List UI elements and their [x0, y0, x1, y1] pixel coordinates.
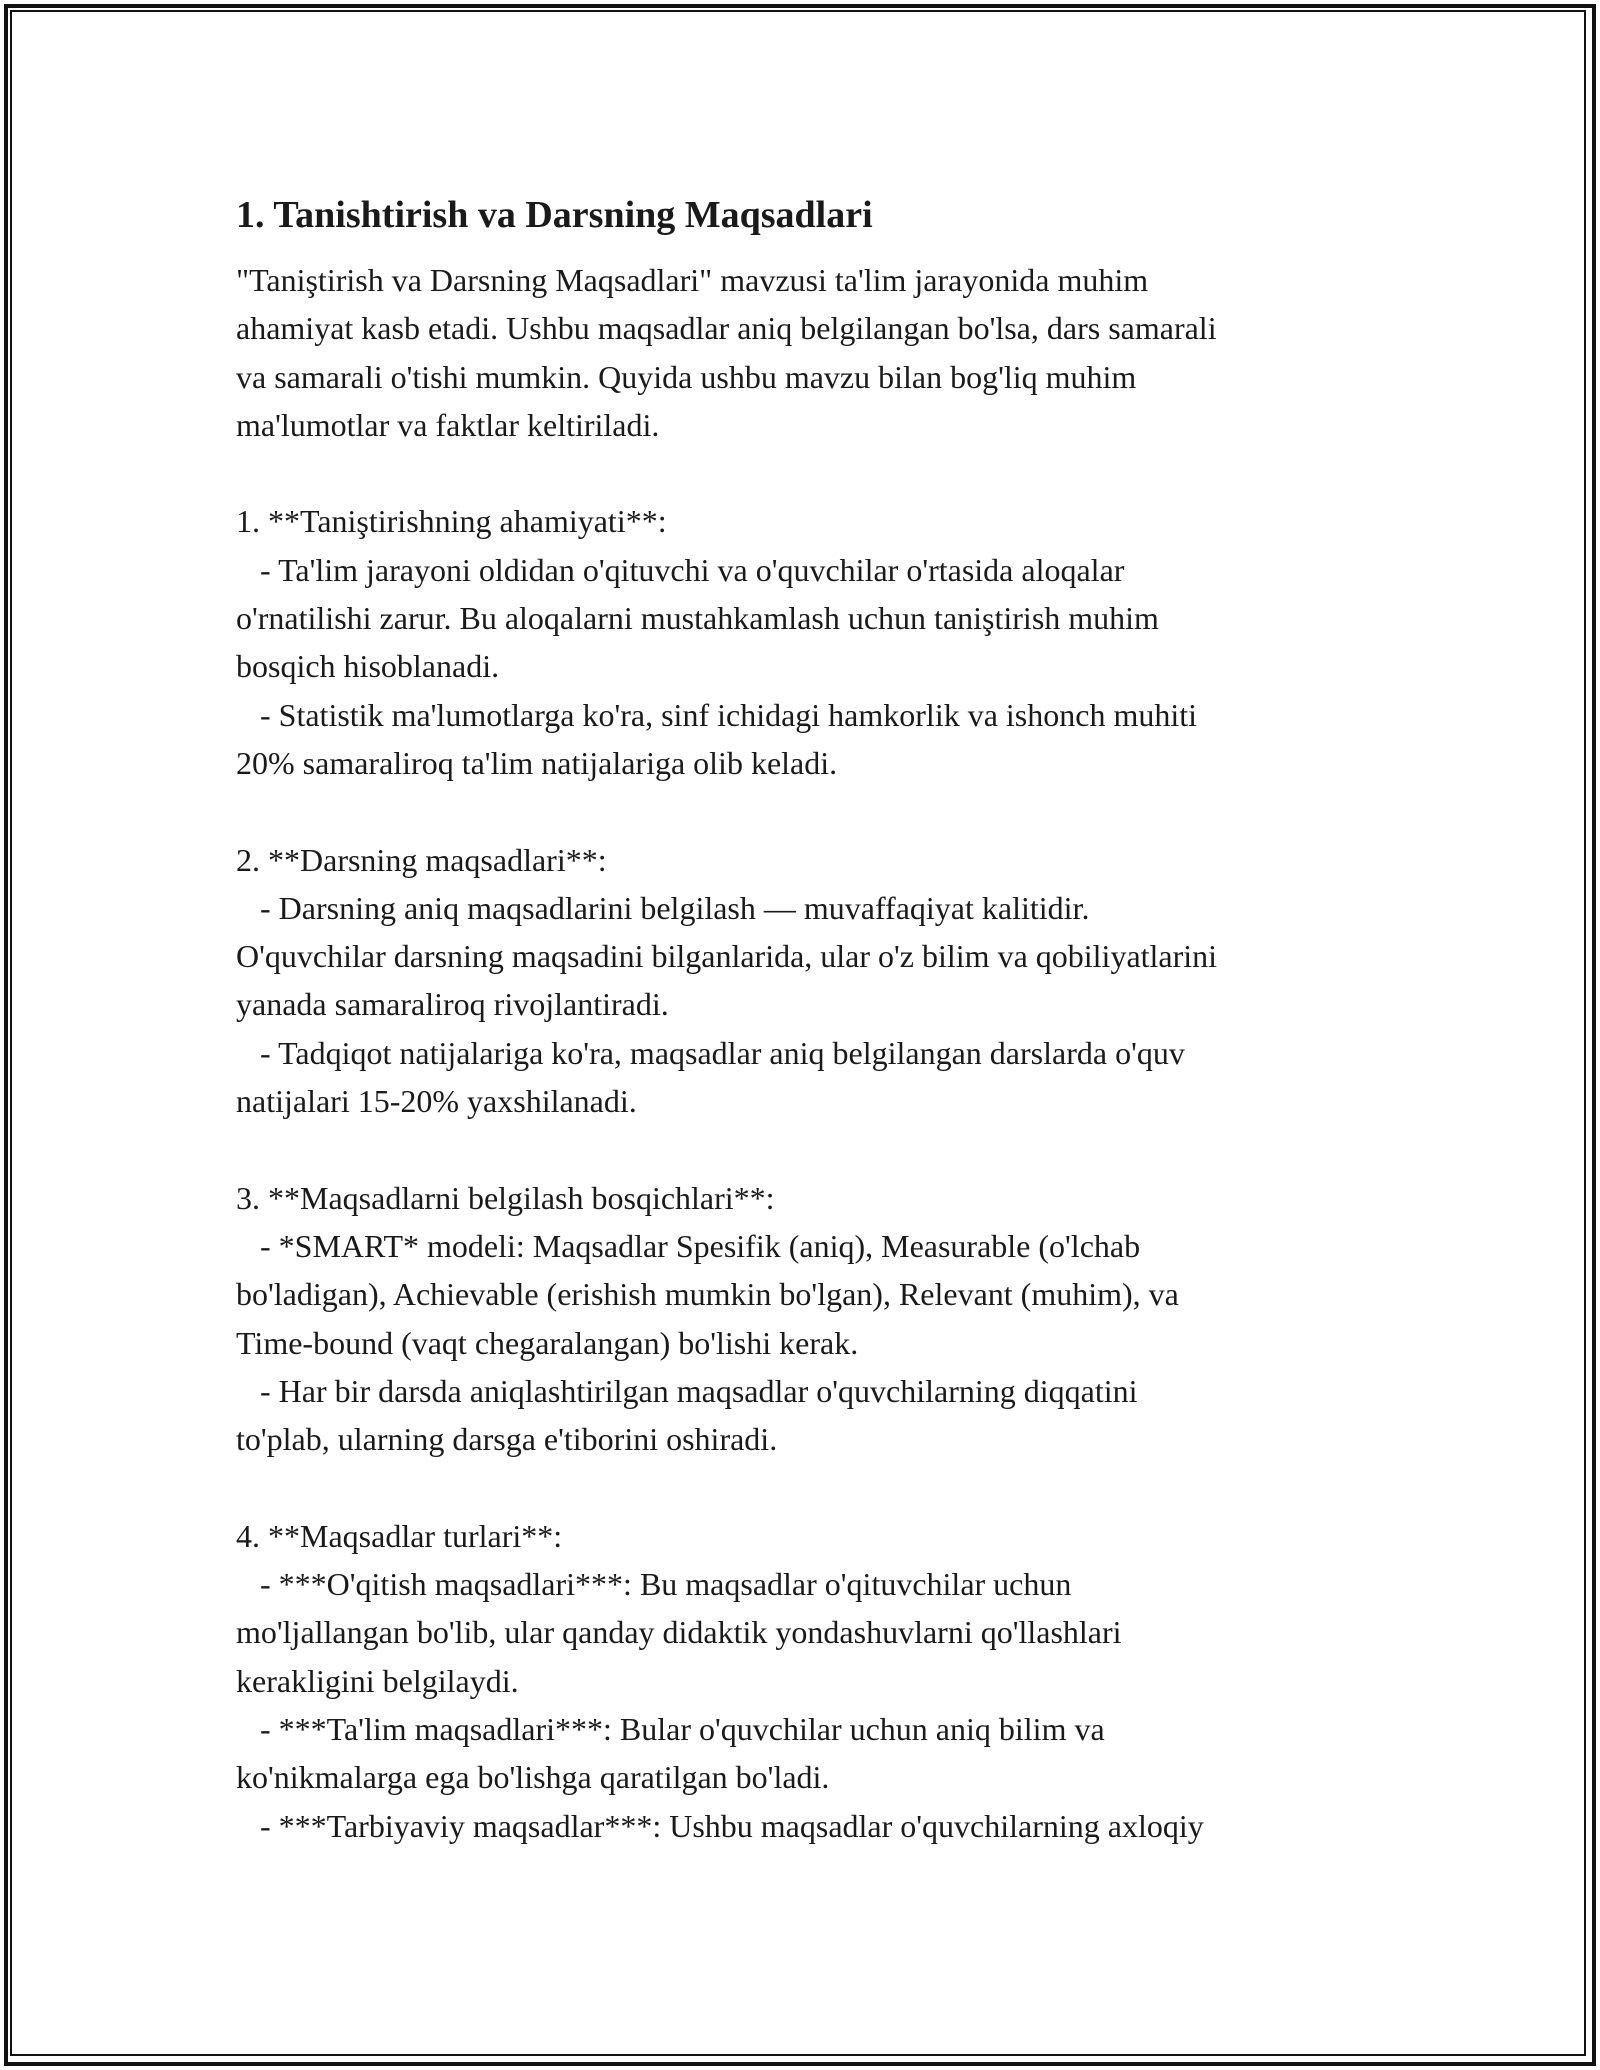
text-line: - Ta'lim jarayoni oldidan o'qituvchi va o'quvchilar o'rtasida aloqalar: [236, 551, 1125, 588]
text-line: 2. **Darsning maqsadlari**:: [236, 841, 607, 878]
text-line: 1. **Taniştirishning ahamiyati**:: [236, 503, 667, 540]
text-line: bo'ladigan), Achievable (erishish mumkin bo'lgan), Relevant (muhim), va: [236, 1276, 1179, 1313]
text-line: O'quvchilar darsning maqsadini bilganlarida, ular o'z bilim va qobiliyatlarini: [236, 938, 1218, 975]
text-line: 4. **Maqsadlar turlari**:: [236, 1517, 563, 1554]
text-line: ma'lumotlar va faktlar keltiriladi.: [236, 406, 660, 443]
text-line: o'rnatilishi zarur. Bu aloqalarni mustahkamlash uchun taniştirish muhim: [236, 600, 1159, 637]
text-line: ko'nikmalarga ega bo'lishga qaratilgan bo'ladi.: [236, 1759, 830, 1796]
blank-line: [236, 449, 1376, 497]
text-line: kerakligini belgilaydi.: [236, 1662, 519, 1699]
text-line: - ***Tarbiyaviy maqsadlar***: Ushbu maqsadlar o'quvchilarning axloqiy: [236, 1807, 1204, 1844]
text-line: - Darsning aniq maqsadlarini belgilash — muvaffaqiyat kalitidir.: [236, 889, 1090, 926]
document-text: [236, 244, 1376, 1850]
text-line: 20% samaraliroq ta'lim natijalariga olib keladi.: [236, 744, 838, 781]
text-line: yanada samaraliroq rivojlantiradi.: [236, 986, 669, 1023]
text-line: ahamiyat kasb etadi. Ushbu maqsadlar aniq belgilangan bo'lsa, dars samarali: [236, 310, 1217, 347]
text-line: va samarali o'tishi mumkin. Quyida ushbu mavzu bilan bog'liq muhim: [236, 358, 1137, 395]
text-line: - Tadqiqot natijalariga ko'ra, maqsadlar aniq belgilangan darslarda o'quv: [236, 1034, 1185, 1071]
text-line: - Har bir darsda aniqlashtirilgan maqsadlar o'quvchilarning diqqatini: [236, 1372, 1138, 1409]
blank-line: [236, 1125, 1376, 1173]
document-body: [236, 186, 1376, 1850]
document-title: 1. Tanishtirish va Darsning Maqsadlari: [236, 194, 873, 236]
blank-line: [236, 787, 1376, 835]
blank-line: [236, 1463, 1376, 1511]
text-line: to'plab, ularning darsga e'tiborini oshiradi.: [236, 1421, 778, 1458]
text-line: natijalari 15-20% yaxshilanadi.: [236, 1083, 637, 1120]
text-line: - Statistik ma'lumotlarga ko'ra, sinf ichidagi hamkorlik va ishonch muhiti: [236, 696, 1198, 733]
text-line: - ***Ta'lim maqsadlari***: Bular o'quvchilar uchun aniq bilim va: [236, 1710, 1105, 1747]
text-line: bosqich hisoblanadi.: [236, 648, 500, 685]
text-line: mo'ljallangan bo'lib, ular qanday didaktik yondashuvlarni qo'llashlari: [236, 1614, 1122, 1651]
text-line: 3. **Maqsadlarni belgilash bosqichlari**:: [236, 1179, 775, 1216]
text-line: - ***O'qitish maqsadlari***: Bu maqsadlar o'qituvchilar uchun: [236, 1566, 1072, 1603]
text-line: "Taniştirish va Darsning Maqsadlari" mavzusi ta'lim jarayonida muhim: [236, 262, 1149, 298]
text-line: Time-bound (vaqt chegaralangan) bo'lishi kerak.: [236, 1324, 859, 1361]
text-line: - *SMART* modeli: Maqsadlar Spesifik (aniq), Measurable (o'lchab: [236, 1227, 1141, 1264]
